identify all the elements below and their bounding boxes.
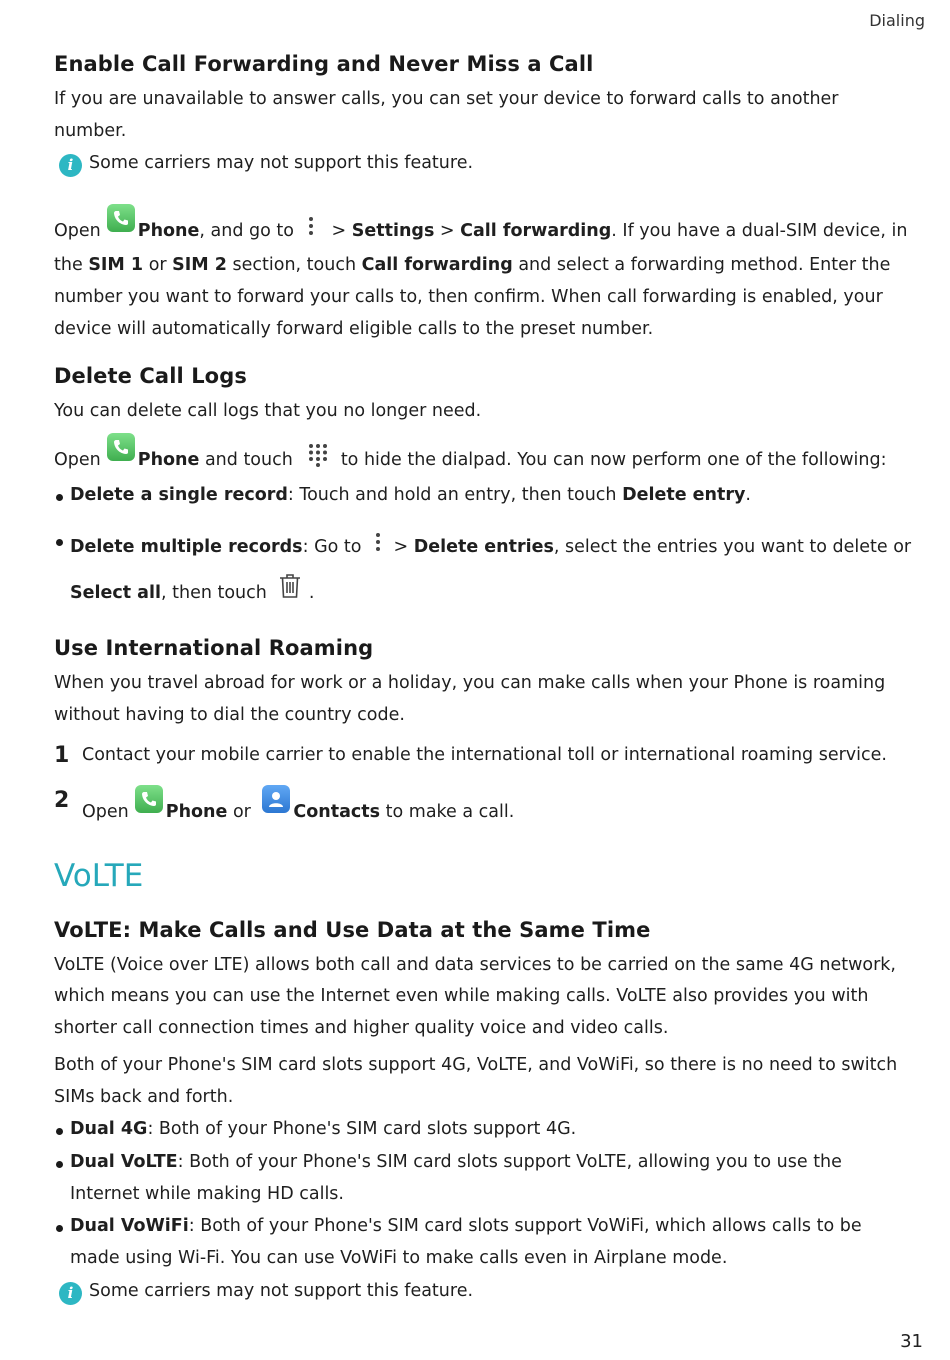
- text-phone: Phone: [137, 221, 200, 242]
- text-sim1: SIM 1: [88, 255, 144, 276]
- bullet-delete-multiple: [54, 525, 914, 616]
- phone-app-icon: [107, 433, 135, 461]
- info-icon: i: [59, 154, 82, 177]
- text-rest: and select a forwarding method. Enter the number you want to forward your calls to, then confirm. When call forwarding is enabled, your device will automatically forward eligible calls to the preset number.: [54, 255, 891, 339]
- text-call-forwarding: Call forwarding: [460, 221, 612, 242]
- info-icon: i: [59, 1282, 82, 1305]
- text-call-forwarding: Call forwarding: [361, 255, 513, 276]
- note-forwarding: [54, 149, 914, 177]
- text-bold: Dual 4G: [70, 1119, 148, 1140]
- text-bold: Delete multiple records: [70, 537, 303, 558]
- forwarding-intro: If you are unavailable to answer calls, you can set your device to forward calls to another number.: [54, 89, 839, 141]
- phone-app-icon: [107, 204, 135, 232]
- roaming-intro: When you travel abroad for work or a holiday, you can make calls when your Phone is roaming without having to dial the country code.: [54, 673, 886, 726]
- text: , select the entries you want to delete or: [553, 537, 912, 558]
- text-bold: Dual VoWiFi: [70, 1216, 189, 1237]
- text: : Both of your Phone's SIM card slots support VoLTE, allowing you to use the Internet while making HD calls.: [70, 1151, 842, 1204]
- step-number: 2: [54, 787, 70, 813]
- forwarding-instructions: [54, 204, 914, 345]
- text: .: [308, 583, 315, 604]
- volte-p2: Both of your Phone's SIM card slots support 4G, VoLTE, and VoWiFi, so there is no need to switch SIMs back and forth.: [54, 1054, 898, 1107]
- text: : Touch and hold an entry, then touch: [287, 484, 623, 505]
- volte-p1: VoLTE (Voice over LTE) allows both call and data services to be carried on the same 4G network, which means you can use the Internet even while making calls. VoLTE also provides you with shorter call connection times and higher quality voice and video calls.: [54, 954, 896, 1039]
- trash-icon: [279, 572, 301, 616]
- section-title-call-forwarding: Enable Call Forwarding and Never Miss a Call: [54, 52, 594, 76]
- text-contacts: Contacts: [293, 801, 381, 822]
- delete-instructions: [54, 433, 914, 479]
- text-gt: >: [393, 537, 414, 558]
- text-section: section, touch: [226, 255, 362, 276]
- phone-app-icon: [135, 785, 163, 813]
- text-gt: >: [434, 221, 461, 242]
- text-sim2: SIM 2: [172, 255, 227, 276]
- section-title-delete-logs: Delete Call Logs: [54, 364, 247, 389]
- more-vertical-icon: [375, 527, 381, 571]
- text: .: [745, 484, 751, 505]
- text-settings: Settings: [351, 221, 435, 242]
- text-bold: Delete a single record: [70, 484, 288, 505]
- text-bold: Dual VoLTE: [70, 1151, 178, 1172]
- text-bold: Select all: [70, 583, 161, 604]
- text-or: or: [143, 255, 173, 276]
- text-dual-sim: . If you have a dual-SIM device, in the: [54, 221, 908, 276]
- page-number: 31: [900, 1331, 923, 1352]
- text-touch: and touch: [199, 449, 293, 470]
- dialpad-icon: [307, 443, 329, 479]
- text-phone: Phone: [165, 801, 228, 822]
- note-text: Some carriers may not support this feature.: [89, 1280, 474, 1301]
- text-rest: to make a call.: [380, 801, 515, 822]
- step-1: [54, 740, 914, 771]
- text: , then touch: [160, 583, 267, 604]
- text-open: Open: [54, 221, 101, 242]
- text: : Both of your Phone's SIM card slots support VoWiFi, which allows calls to be made using Wi-Fi. You can use VoWiFi to make calls even in Airplane mode.: [70, 1216, 862, 1269]
- text-open: Open: [54, 449, 101, 470]
- chapter-title-volte: VoLTE: [54, 857, 144, 894]
- page-content: [54, 52, 914, 1305]
- note-text: Some carriers may not support this feature.: [89, 153, 474, 174]
- text-bold: Delete entry: [622, 484, 746, 505]
- note-volte: [54, 1277, 914, 1305]
- step-number: 1: [54, 742, 70, 768]
- section-title-volte: VoLTE: Make Calls and Use Data at the Same Time: [54, 917, 651, 942]
- text: : Go to: [302, 537, 362, 558]
- step-text: Contact your mobile carrier to enable the international toll or international roaming service.: [82, 744, 887, 765]
- bullet-dual-4g: [54, 1114, 914, 1146]
- text-goto: , and go to: [199, 221, 294, 242]
- bullet-delete-single: [54, 480, 914, 512]
- text-phone: Phone: [137, 449, 200, 470]
- delete-intro: You can delete call logs that you no longer need.: [54, 401, 482, 422]
- text-bold: Delete entries: [413, 537, 554, 558]
- step-2: [54, 785, 914, 828]
- text-rest: to hide the dialpad. You can now perform one of the following:: [340, 449, 887, 470]
- section-title-roaming: Use International Roaming: [54, 636, 374, 661]
- contacts-app-icon: [262, 785, 290, 813]
- bullet-dual-vowifi: [54, 1211, 914, 1274]
- text-open: Open: [82, 801, 129, 822]
- text: : Both of your Phone's SIM card slots support 4G.: [147, 1119, 577, 1140]
- text-or: or: [227, 801, 257, 822]
- text-gt: >: [325, 221, 352, 242]
- more-vertical-icon: [308, 216, 314, 250]
- bullet-dual-volte: [54, 1147, 914, 1210]
- running-header: Dialing: [869, 11, 925, 30]
